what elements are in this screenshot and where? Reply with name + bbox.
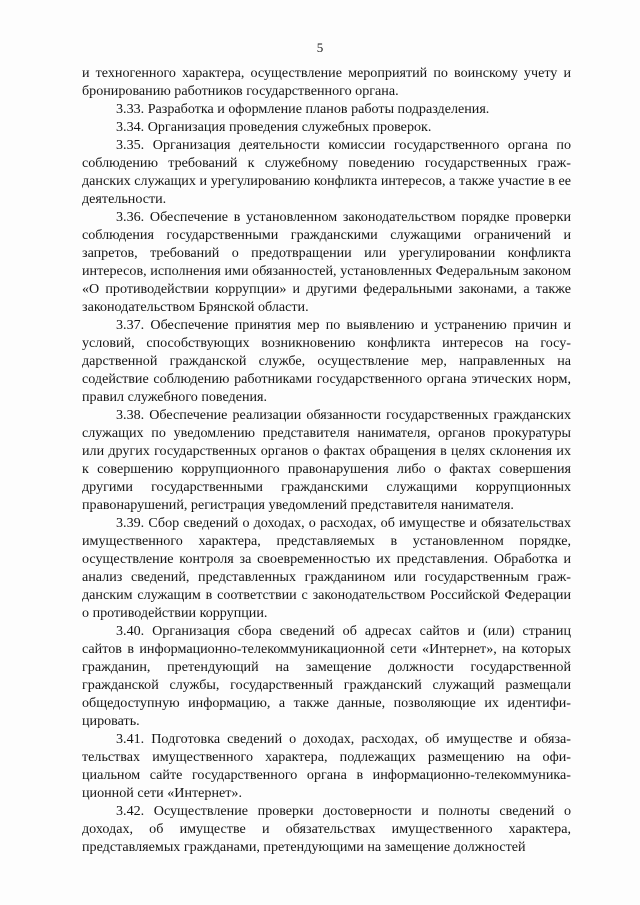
paragraph-3-33: 3.33. Разработка и оформление планов работы подразделения.: [116, 101, 490, 117]
paragraph-3-39: 3.39. Сбор сведений о доходах, о расходах, об имуществе и обязательствах имущественного характера, представляемых в установленном порядке, осуществление контроля за своевременностью их представления. Обработка и анализ сведений, представленных гражданином или государственным гражданским служащим в соответствии с законодательством Российской Федерации о противодействии коррупции.: [82, 515, 571, 621]
document-body: [82, 64, 571, 856]
paragraph-3-34: 3.34. Организация проведения служебных проверок.: [116, 119, 432, 135]
paragraph-continuation: и техногенного характера, осуществление мероприятий по воинскому учету и бронированию работников государственного органа.: [82, 65, 571, 99]
page-number: 5: [316, 40, 324, 55]
paragraph-3-35: 3.35. Организация деятельности комиссии государственного органа по соблюдению требований к служебному поведению государственных гражданских служащих и урегулированию конфликта интересов, а также участие в ее деятельности.: [82, 137, 571, 207]
paragraph-3-41: 3.41. Подготовка сведений о доходах, расходах, об имуществе и обязательствах имущественного характера, подлежащих размещению на официальном сайте государственного органа в информационно-телекоммуникационной сети «Интернет».: [82, 731, 571, 801]
paragraph-3-37: 3.37. Обеспечение принятия мер по выявлению и устранению причин и условий, способствующих возникновению конфликта интересов на государственной гражданской службе, осуществление мер, направленных на содействие соблюдению работниками государственного органа этических норм, правил служебного поведения.: [82, 317, 571, 405]
paragraph-3-40: 3.40. Организация сбора сведений об адресах сайтов и (или) страниц сайтов в информационно-телекоммуникационной сети «Интернет», на которых гражданин, претендующий на замещение должности государственной гражданской службы, государственный гражданский служащий размещали общедоступную информацию, а также данные, позволяющие их идентифицировать.: [82, 623, 571, 729]
paragraph-3-36: 3.36. Обеспечение в установленном законодательством порядке проверки соблюдения государственными гражданскими служащими ограничений и запретов, требований о предотвращении или урегулировании конфликта интересов, исполнения ими обязанностей, установленных Федеральным законом «О противодействии коррупции» и другими федеральными законами, а также законодательством Брянской области.: [82, 209, 571, 315]
paragraph-3-42: 3.42. Осуществление проверки достоверности и полноты сведений о доходах, об имуществе и обязательствах имущественного характера, представляемых гражданами, претендующими на замещение должностей: [82, 803, 571, 855]
paragraph-3-38: 3.38. Обеспечение реализации обязанности государственных гражданских служащих по уведомлению представителя нанимателя, органов прокуратуры или других государственных органов о фактах обращения в целях склонения их к совершению коррупционного правонарушения либо о фактах совершения другими государственными гражданскими служащими коррупционных правонарушений, регистрация уведомлений представителя нанимателя.: [82, 407, 571, 513]
